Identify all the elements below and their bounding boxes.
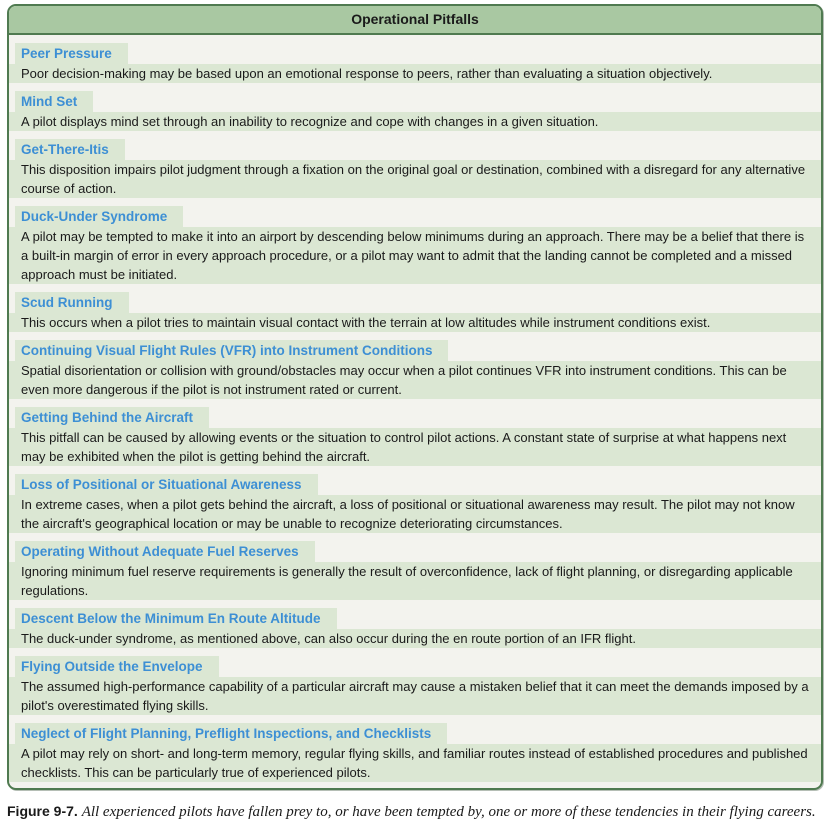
pitfall-title: Duck-Under Syndrome — [15, 206, 183, 227]
pitfall-description: This occurs when a pilot tries to maintain visual contact with the terrain at low altitudes while instrument conditions exist. — [9, 313, 821, 332]
pitfall-description: The duck-under syndrome, as mentioned above, can also occur during the en route portion of an IFR flight. — [9, 629, 821, 648]
figure-caption-text: All experienced pilots have fallen prey to, or have been tempted by, one or more of these tendencies in their flying careers. — [81, 804, 816, 820]
pitfall-title: Neglect of Flight Planning, Preflight Inspections, and Checklists — [15, 723, 447, 744]
pitfall-title: Descent Below the Minimum En Route Altitude — [15, 608, 337, 629]
figure-caption-label: Figure 9-7. — [7, 803, 78, 819]
pitfall-description: The assumed high-performance capability of a particular aircraft may cause a mistaken belief that it can meet the demands imposed by a pilot's overestimated flying skills. — [9, 677, 821, 715]
pitfall-item — [9, 340, 821, 399]
pitfall-description: This disposition impairs pilot judgment through a fixation on the original goal or destination, combined with a disregard for any alternative course of action. — [9, 160, 821, 198]
pitfall-item — [9, 474, 821, 533]
pitfall-title: Get-There-Itis — [15, 139, 125, 160]
pitfall-item — [9, 292, 821, 332]
pitfall-item — [9, 656, 821, 715]
pitfall-title: Scud Running — [15, 292, 129, 313]
pitfall-title: Getting Behind the Aircraft — [15, 407, 209, 428]
pitfall-description: Spatial disorientation or collision with ground/obstacles may occur when a pilot continues VFR into instrument conditions. This can be even more dangerous if the pilot is not instrument rated or current. — [9, 361, 821, 399]
pitfall-title: Loss of Positional or Situational Awareness — [15, 474, 318, 495]
pitfall-description: A pilot displays mind set through an inability to recognize and cope with changes in a given situation. — [9, 112, 821, 131]
pitfall-item — [9, 43, 821, 83]
operational-pitfalls-table — [7, 4, 823, 790]
pitfall-item — [9, 206, 821, 284]
pitfall-item — [9, 608, 821, 648]
pitfall-item — [9, 541, 821, 600]
pitfall-title: Operating Without Adequate Fuel Reserves — [15, 541, 315, 562]
pitfall-title: Mind Set — [15, 91, 93, 112]
pitfall-item — [9, 407, 821, 466]
pitfall-description: Ignoring minimum fuel reserve requirements is generally the result of overconfidence, lack of flight planning, or disregarding applicable regulations. — [9, 562, 821, 600]
pitfall-description: In extreme cases, when a pilot gets behind the aircraft, a loss of positional or situational awareness may result. The pilot may not know the aircraft's geographical location or may be unable to recognize deteriorating circumstances. — [9, 495, 821, 533]
table-header — [9, 6, 821, 35]
pitfall-item — [9, 723, 821, 782]
pitfall-description: Poor decision-making may be based upon an emotional response to peers, rather than evaluating a situation objectively. — [9, 64, 821, 83]
table-title: Operational Pitfalls — [351, 11, 479, 27]
table-body — [9, 35, 821, 782]
pitfall-title: Flying Outside the Envelope — [15, 656, 219, 677]
pitfall-description: A pilot may be tempted to make it into an airport by descending below minimums during an approach. There may be a belief that there is a built-in margin of error in every approach procedure, or a pilot may want to admit that the landing cannot be completed and a missed approach must be initiated. — [9, 227, 821, 284]
pitfall-description: A pilot may rely on short- and long-term memory, regular flying skills, and familiar routes instead of established procedures and published checklists. This can be particularly true of experienced pilots. — [9, 744, 821, 782]
pitfall-title: Peer Pressure — [15, 43, 128, 64]
pitfall-description: This pitfall can be caused by allowing events or the situation to control pilot actions. A constant state of surprise at what happens next may be exhibited when the pilot is getting behind the aircraft. — [9, 428, 821, 466]
pitfall-title: Continuing Visual Flight Rules (VFR) into Instrument Conditions — [15, 340, 448, 361]
pitfall-item — [9, 91, 821, 131]
pitfall-item — [9, 139, 821, 198]
figure-caption — [7, 803, 833, 821]
